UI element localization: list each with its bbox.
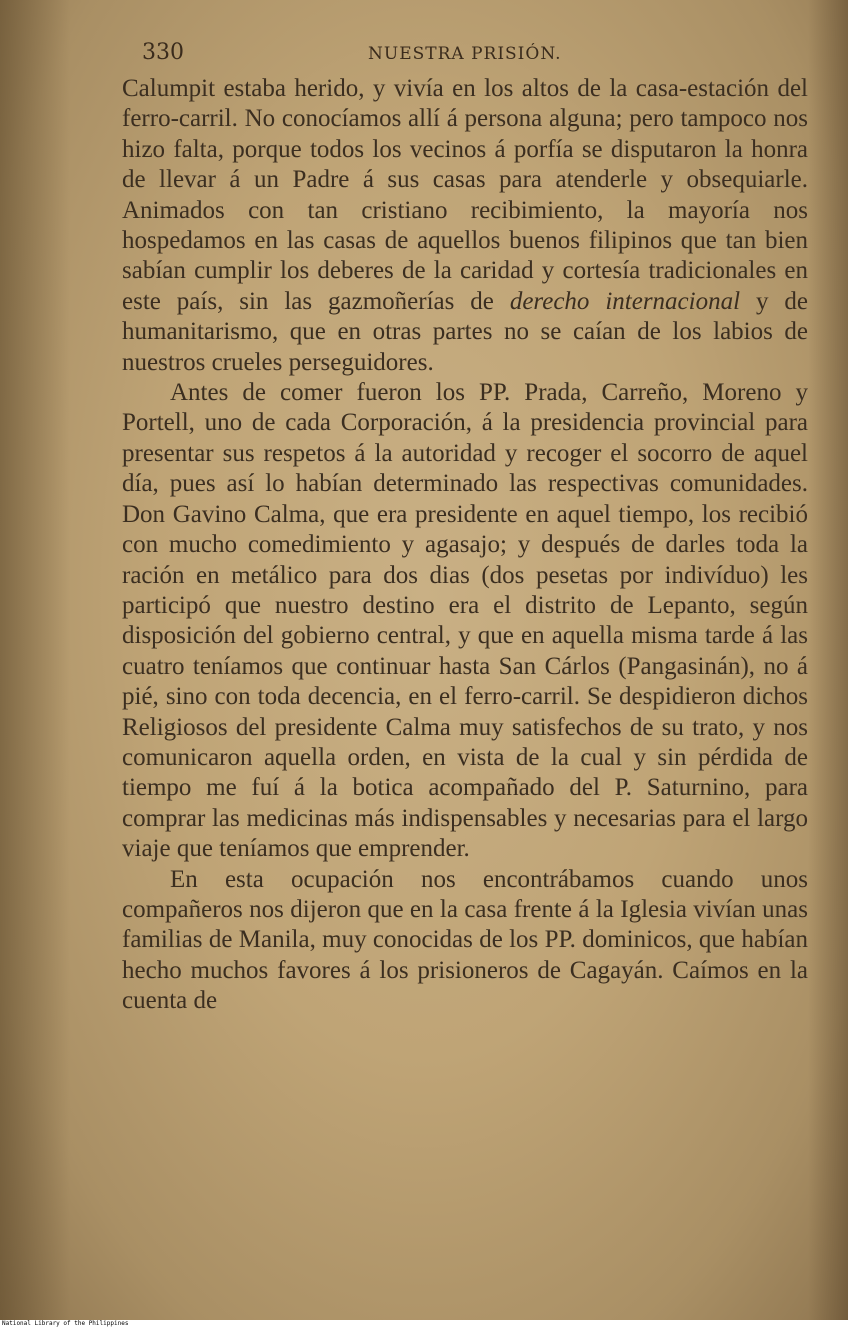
paragraph-3: En esta ocupación nos encontrábamos cuando unos compañeros nos dijeron que en la casa frente á la Iglesia vivían unas familias de Manila, muy conocidas de los PP. dominicos, que habían hecho muchos favores á los prisioneros de Cagayán. Caímos en la cuenta de xyxy=(122,865,808,1015)
paragraph-1-text-start: Calumpit estaba herido, y vivía en los altos de la casa-estación del ferro-carril. No conocíamos allí á persona alguna; pero tampoco nos hizo falta, porque todos los vecinos á porfía se disputaron la honra de llevar á un Padre á sus casas para atenderle y obsequiarle. Animados con tan cristiano recibimiento, la mayoría nos hospedamos en las casas de aquellos buenos filipinos que tan bien sabían cumplir los deberes de la caridad y cortesía tradicionales en este país, sin las gazmoñerías de xyxy=(122,75,808,315)
body-text xyxy=(122,74,808,1017)
paragraph-1-italic-phrase: derecho internacional xyxy=(509,287,741,315)
page-number: 330 xyxy=(142,40,184,65)
running-title: NUESTRA PRISIÓN. xyxy=(368,44,562,64)
page-header xyxy=(140,38,700,68)
paragraph-2: Antes de comer fueron los PP. Prada, Carreño, Moreno y Portell, uno de cada Corporación, á la presidencia provincial para presentar sus respetos á la autoridad y recoger el socorro de aquel día, pues así lo habían determinado las respectivas comunidades. Don Gavino Calma, que era presidente en aquel tiempo, los recibió con mucho comedimiento y agasajo; y después de darles toda la ración en metálico para dos dias (dos pesetas por indivíduo) les participó que nuestro destino era el distrito de Lepanto, según disposición del gobierno central, y que en aquella misma tarde á las cuatro teníamos que continuar hasta San Cárlos (Pangasinán), no á pié, sino con toda decencia, en el ferro-carril. Se despidieron dichos Religiosos del presidente Calma muy satisfechos de su trato, y nos comunicaron aquella orden, en vista de la cual y sin pérdida de tiempo me fuí á la botica acompañado del P. Saturnino, para comprar las medicinas más indispensables y necesarias para el largo viaje que teníamos que emprender. xyxy=(122,379,808,863)
paragraph-1 xyxy=(122,74,808,378)
library-credit: National Library of the Philippines xyxy=(2,1320,129,1327)
paragraph-1-text-end: y de humanitarismo, que en otras partes no se caían de los labios de nuestros crueles perseguidores. xyxy=(122,287,809,376)
